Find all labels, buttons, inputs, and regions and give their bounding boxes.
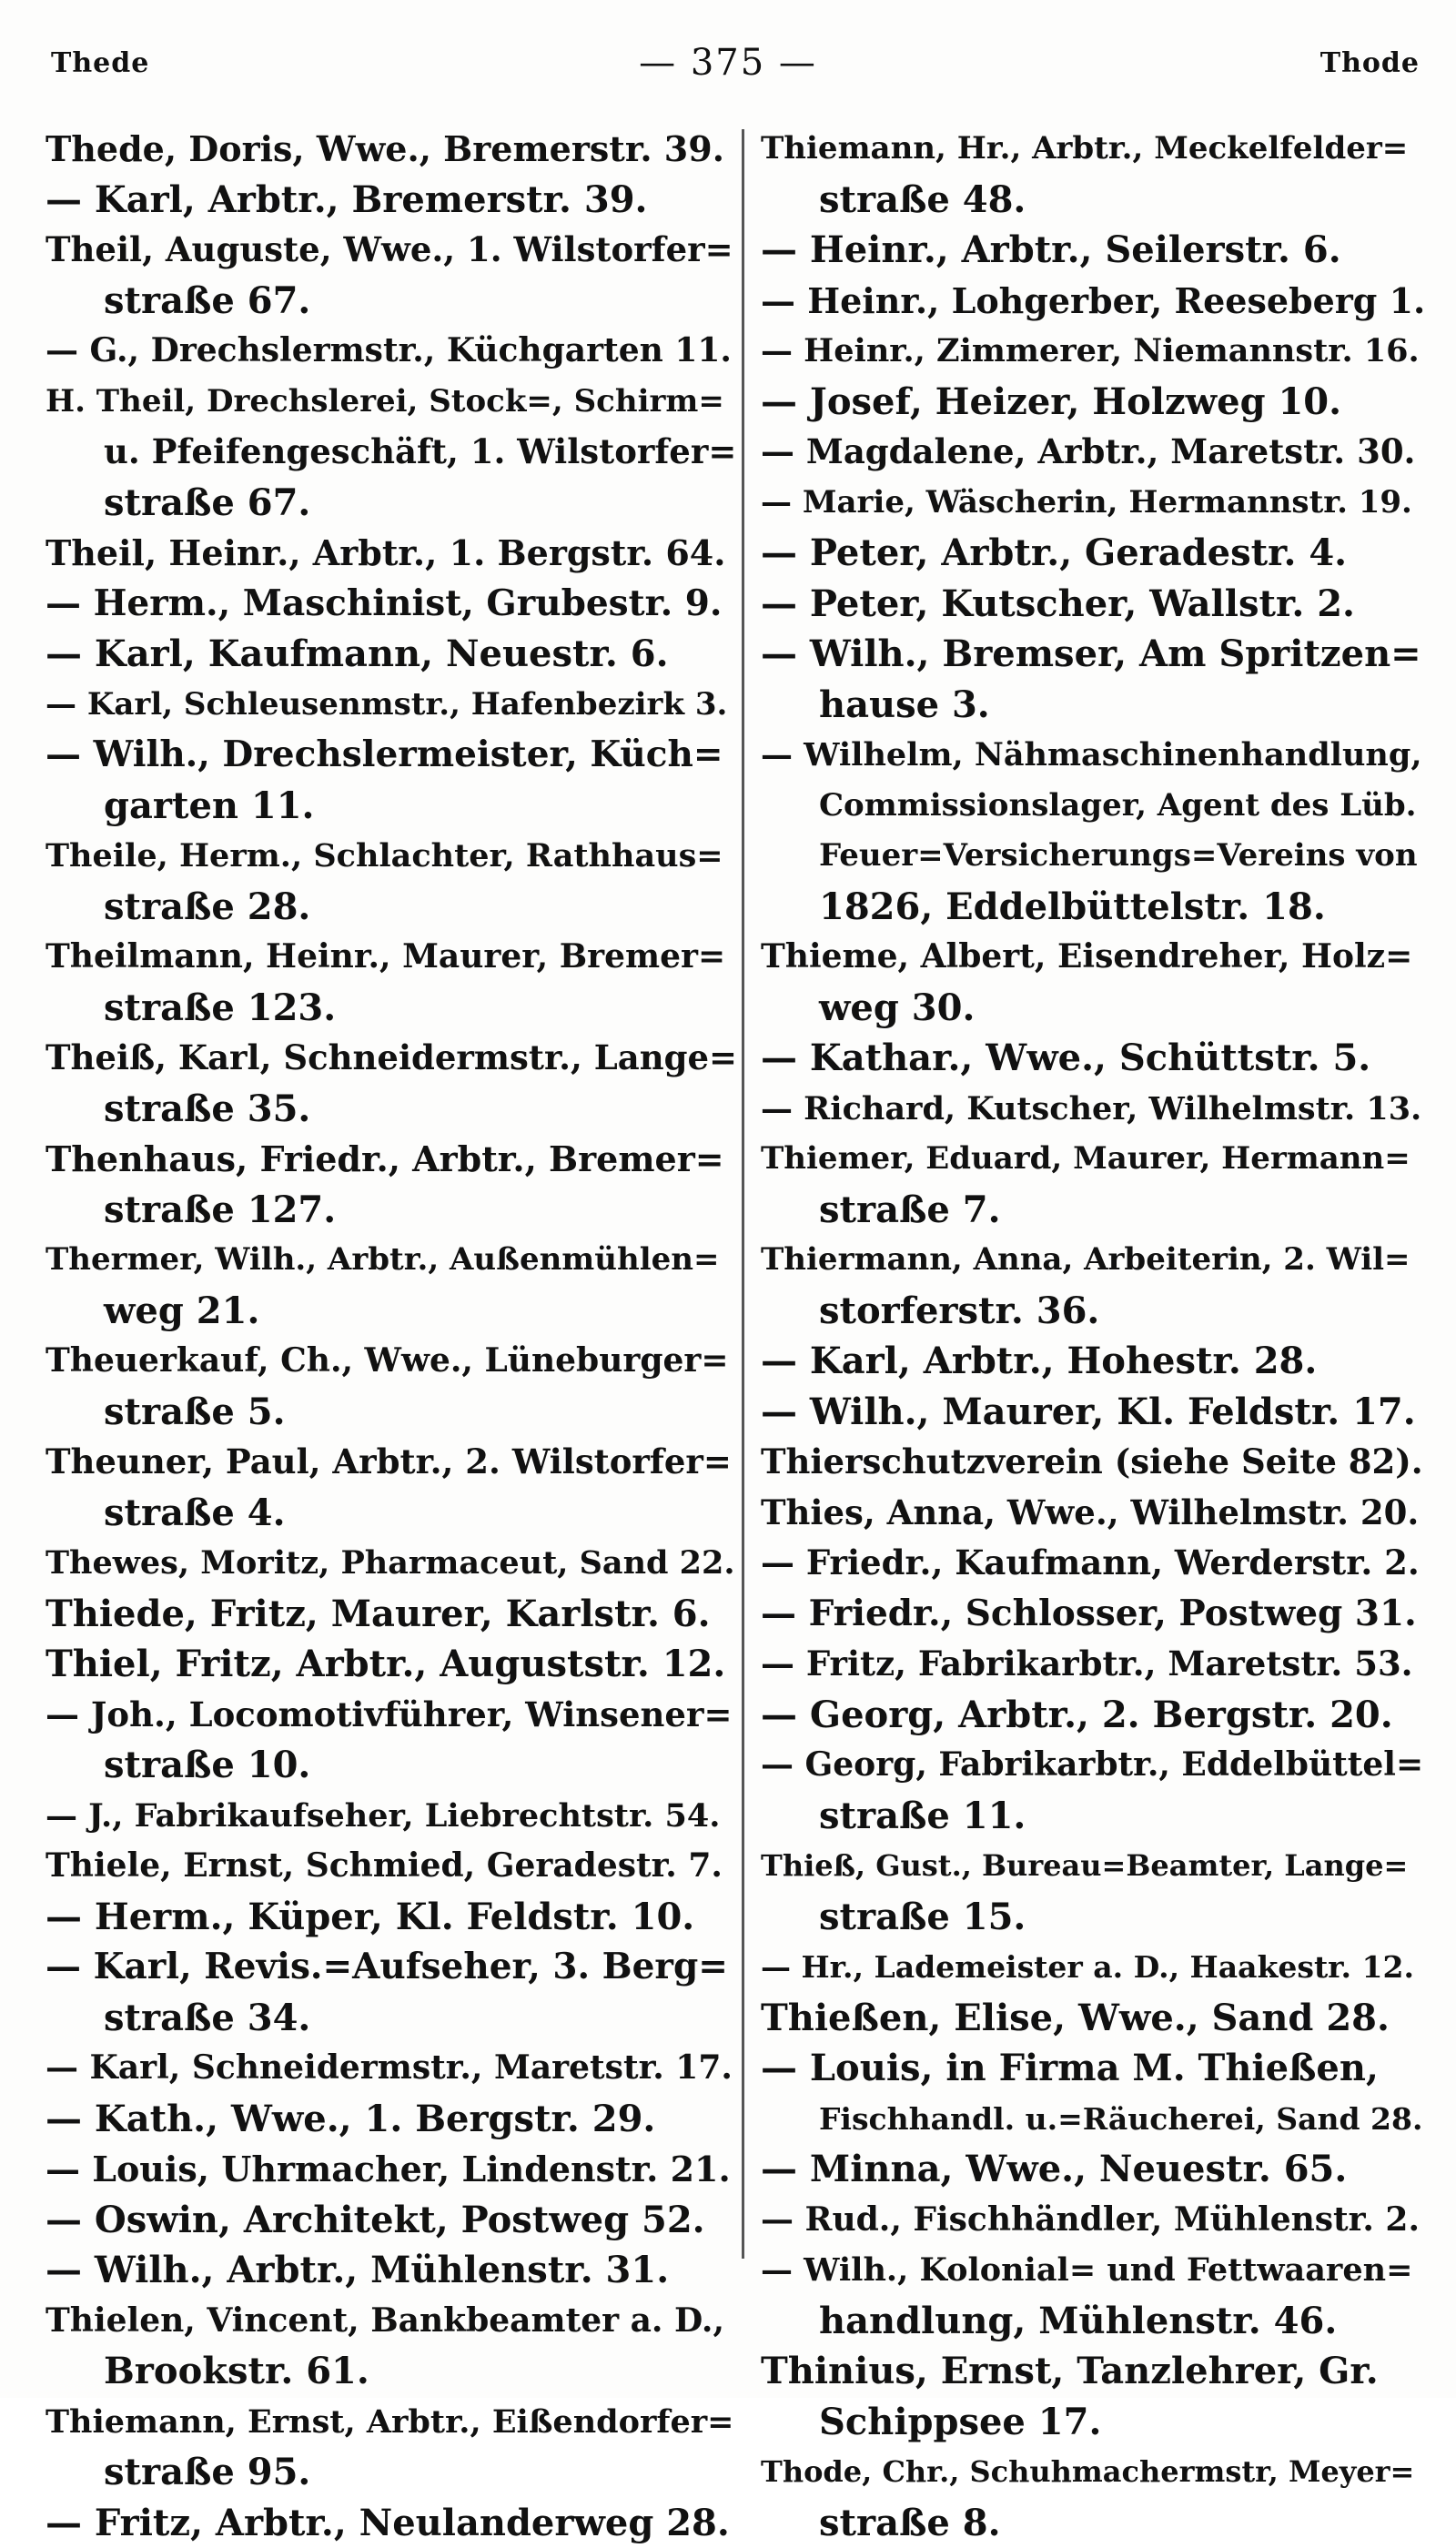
directory-entry-line: Theuerkauf, Ch., Wwe., Lüneburger=: [46, 1336, 737, 1387]
directory-entry-line: Thede, Doris, Wwe., Bremerstr. 39.: [46, 124, 737, 175]
directory-entry-line: — Wilh., Kolonial= und Fettwaaren=: [761, 2245, 1425, 2296]
directory-entry-line: — Peter, Kutscher, Wallstr. 2.: [761, 579, 1425, 630]
directory-entry-line: Thewes, Moritz, Pharmaceut, Sand 22.: [46, 1538, 737, 1589]
directory-entry-line: — Karl, Revis.=Aufseher, 3. Berg=: [46, 1942, 737, 1993]
directory-entry-line: — Karl, Kaufmann, Neuestr. 6.: [46, 629, 737, 680]
directory-entry-line: — Marie, Wäscherin, Hermannstr. 19.: [761, 478, 1425, 529]
directory-entry-line: — Karl, Arbtr., Hohestr. 28.: [761, 1336, 1425, 1387]
directory-entry-line: Theiß, Karl, Schneidermstr., Lange=: [46, 1033, 737, 1084]
directory-entry-line: Thiemann, Hr., Arbtr., Meckelfelder=: [761, 124, 1425, 175]
directory-entry-line: — G., Drechslermstr., Küchgarten 11.: [46, 326, 737, 377]
directory-entry-line: — Herm., Küper, Kl. Feldstr. 10.: [46, 1892, 737, 1943]
directory-entry-line: — Friedr., Kaufmann, Werderstr. 2.: [761, 1538, 1425, 1589]
directory-entry-line: — Louis, Uhrmacher, Lindenstr. 21.: [46, 2144, 737, 2195]
column-divider: [742, 129, 744, 2259]
directory-entry-line: straße 8.: [761, 2498, 1425, 2548]
directory-entry-line: Schippsee 17.: [761, 2397, 1425, 2448]
right-column: [761, 124, 1425, 2548]
directory-entry-line: — Kath., Wwe., 1. Bergstr. 29.: [46, 2094, 737, 2145]
directory-entry-line: — Josef, Heizer, Holzweg 10.: [761, 377, 1425, 428]
directory-entry-line: Thiel, Fritz, Arbtr., Auguststr. 12.: [46, 1639, 737, 1690]
directory-entry-line: Theil, Heinr., Arbtr., 1. Bergstr. 64.: [46, 528, 737, 579]
directory-entry-line: — Heinr., Arbtr., Seilerstr. 6.: [761, 225, 1425, 276]
directory-entry-line: Theuner, Paul, Arbtr., 2. Wilstorfer=: [46, 1437, 737, 1488]
directory-entry-line: — Fritz, Fabrikarbtr., Maretstr. 53.: [761, 1639, 1425, 1690]
directory-entry-line: — Karl, Schleusenmstr., Hafenbezirk 3.: [46, 680, 737, 731]
directory-entry-line: — Heinr., Lohgerber, Reeseberg 1.: [761, 276, 1425, 327]
directory-entry-line: Brookstr. 61.: [46, 2346, 737, 2397]
directory-entry-line: Fischhandl. u.=Räucherei, Sand 28.: [761, 2094, 1425, 2145]
directory-entry-line: handlung, Mühlenstr. 46.: [761, 2296, 1425, 2347]
left-column: [46, 124, 737, 2548]
directory-entry-line: Theilmann, Heinr., Maurer, Bremer=: [46, 932, 737, 983]
directory-entry-line: H. Theil, Drechslerei, Stock=, Schirm=: [46, 377, 737, 428]
directory-entry-line: Thenhaus, Friedr., Arbtr., Bremer=: [46, 1134, 737, 1185]
directory-entry-line: Theil, Auguste, Wwe., 1. Wilstorfer=: [46, 225, 737, 276]
directory-entry-line: — Wilh., Drechslermeister, Küch=: [46, 730, 737, 781]
directory-entry-line: — Wilh., Maurer, Kl. Feldstr. 17.: [761, 1387, 1425, 1438]
directory-entry-line: straße 5.: [46, 1387, 737, 1438]
directory-entry-line: — Wilh., Bremser, Am Spritzen=: [761, 629, 1425, 680]
directory-entry-line: — Hr., Lademeister a. D., Haakestr. 12.: [761, 1942, 1425, 1993]
directory-entry-line: straße 28.: [46, 882, 737, 933]
directory-entry-line: Thode, Chr., Schuhmachermstr, Meyer=: [761, 2447, 1425, 2498]
page-number: — 375 —: [0, 42, 1456, 84]
directory-entry-line: — Georg, Arbtr., 2. Bergstr. 20.: [761, 1690, 1425, 1741]
directory-entry-line: — Minna, Wwe., Neuestr. 65.: [761, 2144, 1425, 2195]
directory-entry-line: Thermer, Wilh., Arbtr., Außenmühlen=: [46, 1235, 737, 1286]
directory-entry-line: — Friedr., Schlosser, Postweg 31.: [761, 1589, 1425, 1640]
directory-entry-line: straße 11.: [761, 1791, 1425, 1842]
directory-entry-line: — Richard, Kutscher, Wilhelmstr. 13.: [761, 1084, 1425, 1135]
directory-entry-line: garten 11.: [46, 781, 737, 832]
directory-entry-line: — Oswin, Architekt, Postweg 52.: [46, 2195, 737, 2246]
directory-entry-line: Thiermann, Anna, Arbeiterin, 2. Wil=: [761, 1235, 1425, 1286]
directory-entry-line: — Kathar., Wwe., Schüttstr. 5.: [761, 1033, 1425, 1084]
directory-entry-line: — Karl, Schneidermstr., Maretstr. 17.: [46, 2043, 737, 2094]
directory-entry-line: — Wilhelm, Nähmaschinenhandlung,: [761, 730, 1425, 781]
directory-entry-line: — Karl, Arbtr., Bremerstr. 39.: [46, 175, 737, 226]
directory-entry-line: u. Pfeifengeschäft, 1. Wilstorfer=: [46, 427, 737, 478]
directory-entry-line: — Rud., Fischhändler, Mühlenstr. 2.: [761, 2195, 1425, 2246]
header-left-keyword: Thede: [51, 47, 149, 79]
directory-entry-line: — Fritz, Arbtr., Neulanderweg 28.: [46, 2498, 737, 2548]
directory-entry-line: Thinius, Ernst, Tanzlehrer, Gr.: [761, 2346, 1425, 2397]
directory-entry-line: straße 35.: [46, 1084, 737, 1135]
directory-entry-line: Thierschutzverein (siehe Seite 82).: [761, 1437, 1425, 1488]
directory-entry-line: Thiemann, Ernst, Arbtr., Eißendorfer=: [46, 2397, 737, 2448]
directory-entry-line: straße 48.: [761, 175, 1425, 226]
directory-entry-line: Thiemer, Eduard, Maurer, Hermann=: [761, 1134, 1425, 1185]
directory-entry-line: Commissionslager, Agent des Lüb.: [761, 781, 1425, 832]
directory-entry-line: — Wilh., Arbtr., Mühlenstr. 31.: [46, 2245, 737, 2296]
directory-entry-line: — Magdalene, Arbtr., Maretstr. 30.: [761, 427, 1425, 478]
directory-entry-line: straße 10.: [46, 1740, 737, 1791]
directory-entry-line: 1826, Eddelbüttelstr. 18.: [761, 882, 1425, 933]
header-right-keyword: Thode: [1320, 47, 1420, 79]
directory-entry-line: Feuer=Versicherungs=Vereins von: [761, 831, 1425, 882]
directory-entry-line: straße 123.: [46, 983, 737, 1034]
directory-entry-line: — J., Fabrikaufseher, Liebrechtstr. 54.: [46, 1791, 737, 1842]
directory-entry-line: straße 7.: [761, 1185, 1425, 1236]
directory-entry-line: — Joh., Locomotivführer, Winsener=: [46, 1690, 737, 1741]
directory-entry-line: straße 127.: [46, 1185, 737, 1236]
directory-entry-line: weg 30.: [761, 983, 1425, 1034]
directory-entry-line: straße 15.: [761, 1892, 1425, 1943]
directory-entry-line: straße 95.: [46, 2447, 737, 2498]
directory-entry-line: — Herm., Maschinist, Grubestr. 9.: [46, 579, 737, 630]
directory-entry-line: straße 4.: [46, 1488, 737, 1539]
directory-entry-line: — Heinr., Zimmerer, Niemannstr. 16.: [761, 326, 1425, 377]
directory-entry-line: hause 3.: [761, 680, 1425, 731]
directory-entry-line: Thießen, Elise, Wwe., Sand 28.: [761, 1993, 1425, 2044]
directory-entry-line: Thielen, Vincent, Bankbeamter a. D.,: [46, 2296, 737, 2347]
directory-entry-line: — Georg, Fabrikarbtr., Eddelbüttel=: [761, 1740, 1425, 1791]
directory-entry-line: straße 67.: [46, 478, 737, 529]
directory-entry-line: Thiele, Ernst, Schmied, Geradestr. 7.: [46, 1841, 737, 1892]
directory-entry-line: Thies, Anna, Wwe., Wilhelmstr. 20.: [761, 1488, 1425, 1539]
directory-entry-line: Thieme, Albert, Eisendreher, Holz=: [761, 932, 1425, 983]
directory-entry-line: — Peter, Arbtr., Geradestr. 4.: [761, 528, 1425, 579]
directory-entry-line: Theile, Herm., Schlachter, Rathhaus=: [46, 831, 737, 882]
directory-entry-line: Thiede, Fritz, Maurer, Karlstr. 6.: [46, 1589, 737, 1640]
directory-entry-line: straße 34.: [46, 1993, 737, 2044]
directory-entry-line: straße 67.: [46, 276, 737, 327]
directory-entry-line: weg 21.: [46, 1286, 737, 1337]
directory-entry-line: — Louis, in Firma M. Thießen,: [761, 2043, 1425, 2094]
directory-entry-line: Thieß, Gust., Bureau=Beamter, Lange=: [761, 1841, 1425, 1892]
directory-entry-line: storferstr. 36.: [761, 1286, 1425, 1337]
